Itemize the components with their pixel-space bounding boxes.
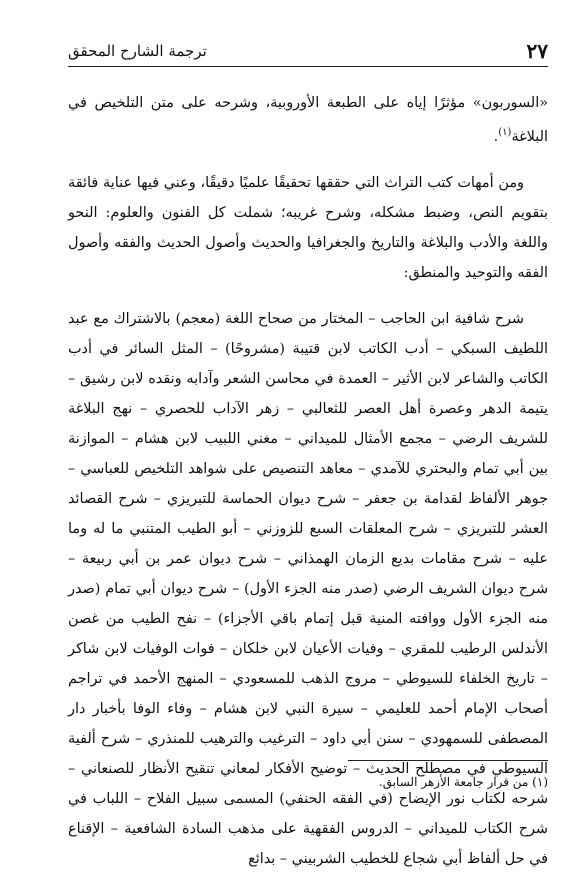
paragraph-2: ومن أمهات كتب التراث التي حققها تحقيقًا علميًا دقيقًا، وعني فيها عناية فائقة بتقويم النص، وضبط مشكله، وشرح غريبه؛ شملت كل الفنون والعلوم: النحو واللغة والأدب والبلاغة والتاريخ والجغرافيا والحديث وأصول الحديث والفقه وأصول الفقه والتوحيد والمنطق:: [68, 174, 548, 281]
paragraph-gap: [68, 152, 548, 168]
footnote-reference[interactable]: (١): [498, 127, 512, 138]
paragraph-1: [68, 88, 548, 152]
page-number: ٢٧: [526, 39, 548, 63]
paragraph-1-text: «السوربون» مؤثرًا إياه على الطبعة الأوروبية، وشرحه على متن التلخيص في البلاغة: [68, 95, 548, 145]
paragraph-gap: [68, 288, 548, 304]
body-text: [68, 88, 548, 874]
paragraph-1-end: .: [493, 128, 499, 145]
running-title: ترجمة الشارح المحقق: [68, 42, 207, 60]
footnote-rule: [348, 760, 548, 761]
header-rule: [68, 66, 548, 67]
paragraph-3: شرح شافية ابن الحاجب – المختار من صحاح اللغة (معجم) بالاشتراك مع عبد اللطيف السبكي – أدب الكاتب لابن قتيبة (مشروحًا) – المثل السائر في أدب الكاتب والشاعر لابن الأثير – العمدة في محاسن الشعر وآدابه ونقده لابن رشيق – يتيمة الدهر وعصرة أهل العصر للثعالبي – زهر الآداب للحصري – نهج البلاغة للشريف الرضي – مجمع الأمثال للميداني – مغني اللبيب لابن هشام – الموازنة بين أبي تمام والبحتري للآمدي – معاهد التنصيص على شواهد التلخيص للعباسي – جوهر الألفاظ لقدامة بن جعفر – شرح ديوان الحماسة للتبريزي – شرح القصائد العشر للتبريزي – شرح المعلقات السبع للزوزني – أبو الطيب المتنبي ما له وما عليه – شرح مقامات بديع الزمان الهمذاني – شرح ديوان عمر بن أبي ربيعة – شرح ديوان الشريف الرضي (صدر منه الجزء الأول) – شرح ديوان أبي تمام (صدر منه الجزء الأول ووافته المنية قبل إتمام باقي الأجزاء) – نفح الطيب من غصن الأندلس الرطيب للمقري – وفيات الأعيان لابن خلكان – فوات الوفيات لابن شاكر – تاريخ الخلفاء للسيوطي – مروج الذهب للمسعودي – المنهج الأحمد في تراجم أصحاب الإمام أحمد للعليمي – سيرة النبي لابن هشام – وفاء الوفا بأخبار دار المصطفى للسمهودي – سنن أبي داود – الترغيب والترهيب للمنذري – شرح ألفية السيوطي في مصطلح الحديث – توضيح الأفكار لمعاني تنقيح الأنظار للصنعاني – شرحه لكتاب نور الإيضاح (في الفقه الحنفي) المسمى سبيل الفلاح – اللباب في شرح الكتاب للميداني – الدروس الفقهية على مذهب السادة الشافعية – الإقناع في حل ألفاظ أبي شجاع للخطيب الشربيني – بدائع: [68, 310, 548, 867]
footnote: (١) من قرار جامعة الأزهر السابق.: [378, 775, 548, 789]
page-header: [68, 36, 548, 66]
